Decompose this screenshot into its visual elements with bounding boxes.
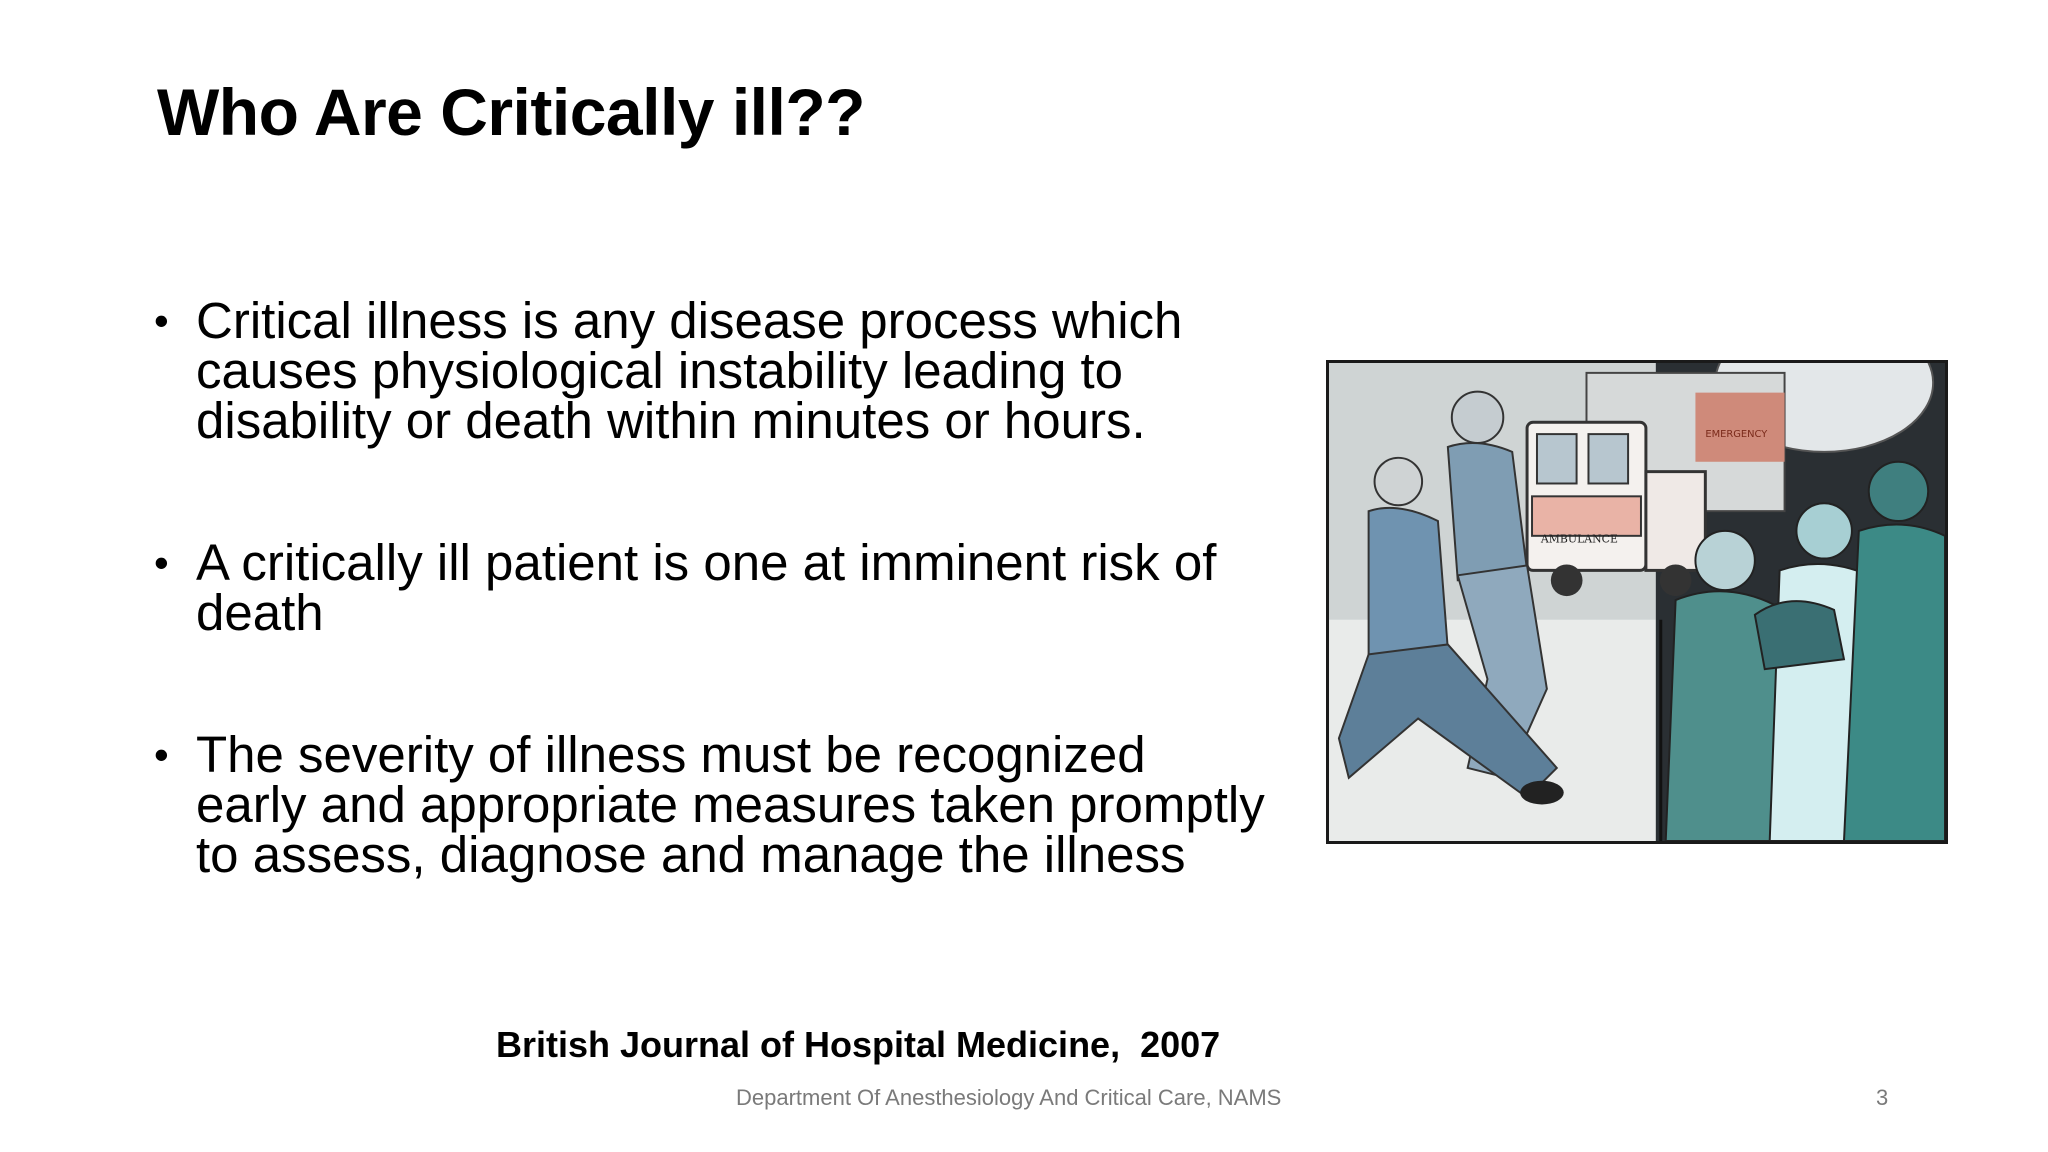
bullet-item [150,292,1270,449]
bullet-marker: • [154,539,169,586]
bullet-marker: • [154,297,169,344]
bullet-marker: • [154,731,169,778]
critical-care-illustration [1326,360,1948,844]
bullet-text: The severity of illness must be recognized early and appropriate measures taken promptly to assess, diagnose and manage the illness [196,726,1265,883]
ambulance-text: AMBULANCE [1540,532,1618,546]
citation: British Journal of Hospital Medicine, 2007 [496,1024,1221,1065]
bullet-item [150,534,1270,641]
page-number: 3 [1876,1085,1889,1110]
illustration-drawing [1329,363,1945,841]
bullet-item [150,726,1270,883]
bullet-text: A critically ill patient is one at imminent risk of death [196,534,1217,641]
bullet-text: Critical illness is any disease process which causes physiological instability leading to disability or death within minutes or hours. [196,292,1183,449]
bullet-list [150,292,1270,972]
footer-department: Department Of Anesthesiology And Critical Care, NAMS [736,1085,1282,1110]
slide-title: Who Are Critically ill?? [157,75,865,149]
emergency-sign-text: EMERGENCY [1705,429,1768,441]
